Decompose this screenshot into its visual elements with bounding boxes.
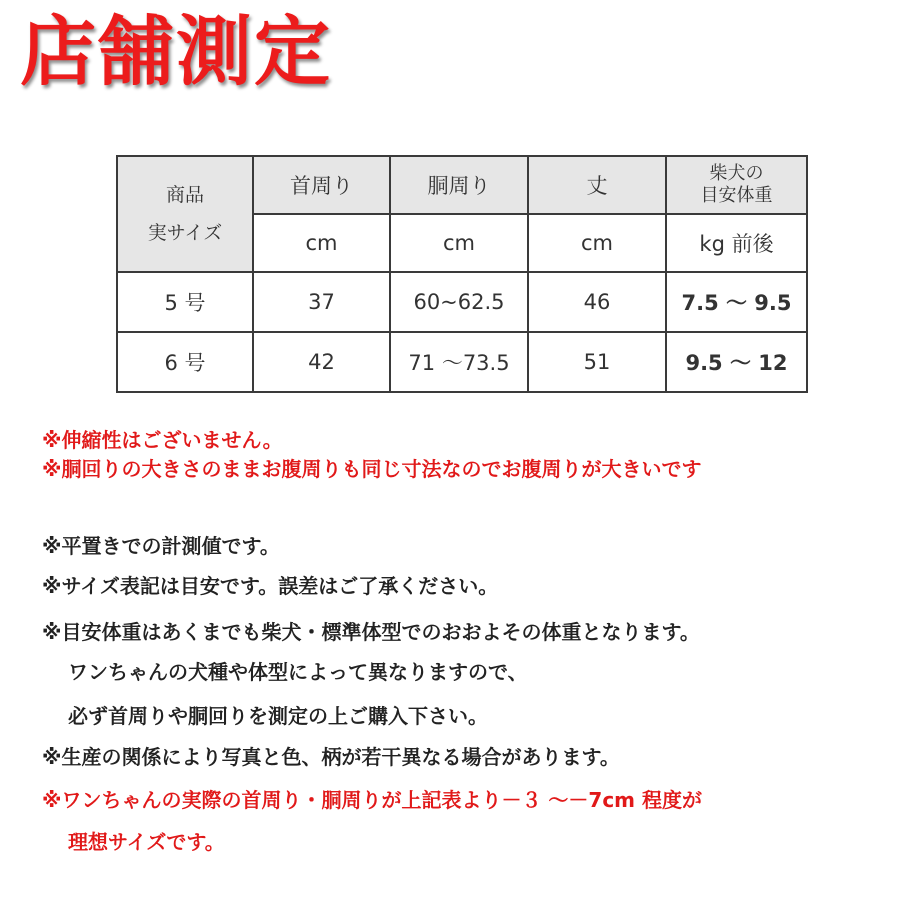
weight-cell: 9.5 ～ 12 — [666, 332, 807, 392]
product-size-header — [117, 156, 253, 272]
page-title: 店舗測定 — [20, 7, 332, 96]
table-row — [117, 272, 807, 332]
note-no-stretch: ※伸縮性はございません。 — [42, 428, 283, 452]
chest-cell: 71 ～73.5 — [390, 332, 528, 392]
product-header-line2: 実サイズ — [147, 222, 223, 244]
size-table — [116, 155, 808, 393]
note-ideal-size-line1: ※ワンちゃんの実際の首周り・胴周りが上記表より－３ ～－7cm 程度が — [42, 788, 702, 812]
note-production-variation: ※生産の関係により写真と色、柄が若干異なる場合があります。 — [42, 745, 620, 769]
note-belly-size: ※胴回りの大きさのままお腹周りも同じ寸法なのでお腹周りが大きいです — [42, 457, 702, 481]
length-cell: 46 — [528, 272, 666, 332]
note-size-guide: ※サイズ表記は目安です。誤差はご了承ください。 — [42, 574, 499, 598]
header-row — [117, 156, 807, 214]
table-row — [117, 332, 807, 392]
weight-header-line1: 柴犬の — [709, 163, 764, 184]
weight-header-line2: 目安体重 — [700, 185, 773, 206]
length-unit: cm — [528, 214, 666, 272]
note-breed-differs: ワンちゃんの犬種や体型によって異なりますので、 — [68, 660, 528, 684]
neck-cell: 37 — [253, 272, 390, 332]
size-cell: 5 号 — [117, 272, 253, 332]
neck-header: 首周り — [253, 156, 390, 214]
neck-cell: 42 — [253, 332, 390, 392]
note-ideal-size-line2: 理想サイズです。 — [68, 830, 225, 854]
weight-cell: 7.5 ～ 9.5 — [666, 272, 807, 332]
weight-unit: kg 前後 — [666, 214, 807, 272]
chest-header: 胴周り — [390, 156, 528, 214]
chest-unit: cm — [390, 214, 528, 272]
note-weight-guide: ※目安体重はあくまでも柴犬・標準体型でのおおよその体重となります。 — [42, 620, 700, 644]
length-cell: 51 — [528, 332, 666, 392]
weight-header — [666, 156, 807, 214]
length-header: 丈 — [528, 156, 666, 214]
product-header-line1: 商品 — [165, 184, 204, 206]
neck-unit: cm — [253, 214, 390, 272]
chest-cell: 60~62.5 — [390, 272, 528, 332]
note-measure-before-buy: 必ず首周りや胴回りを測定の上ご購入下さい。 — [68, 704, 488, 728]
size-cell: 6 号 — [117, 332, 253, 392]
note-flat-measure: ※平置きでの計測値です。 — [42, 534, 280, 558]
